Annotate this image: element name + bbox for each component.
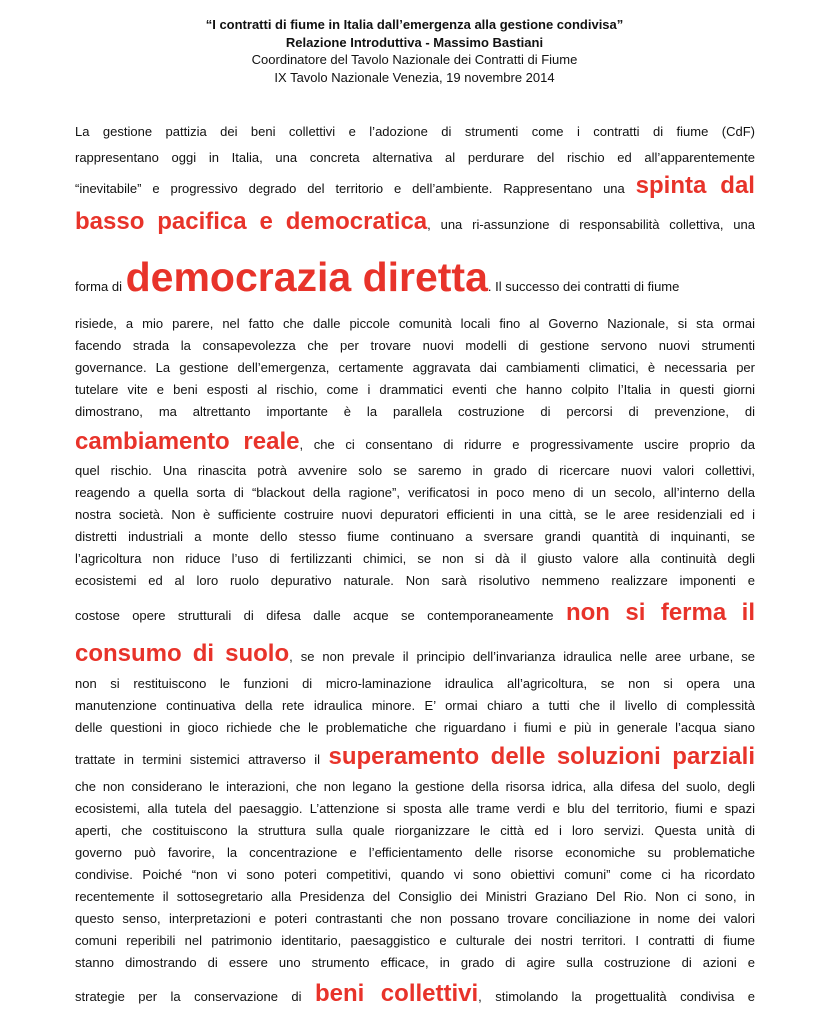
body-line: “inevitabile” e progressivo degrado del territorio e dell’ambiente. Rappresentano una spinta dal bbox=[75, 172, 755, 199]
body-line: consumo di suolo, se non prevale il principio dell’invarianza idraulica nelle aree urbane, se bbox=[75, 640, 755, 667]
body-line: cambiamento reale, che ci consentano di ridurre e progressivamente uscire proprio da bbox=[75, 428, 755, 455]
highlight-phrase: spinta dal bbox=[635, 172, 755, 199]
body-line: ecosistemi ed al loro ruolo depurativo naturale. Non sarà risolutivo nemmeno realizzare imponenti e bbox=[75, 573, 755, 588]
highlight-phrase: consumo di suolo bbox=[75, 640, 290, 667]
body-line: condivise. Poiché “non vi sono poteri competitivi, quando vi sono obiettivi comuni” come ci ha ricordato bbox=[75, 867, 755, 882]
document-title: “I contratti di fiume in Italia dall’emergenza alla gestione condivisa” bbox=[205, 17, 624, 32]
body-line: dimostrano, ma altrettanto importante è la parallela costruzione di percorsi di prevenzione, di bbox=[75, 404, 755, 419]
body-line: basso pacifica e democratica, una ri-assunzione di responsabilità collettiva, una bbox=[75, 208, 755, 235]
body-line: ecosistemi, alla tutela del paesaggio. L’attenzione si sposta alle trame verdi e blu del territorio, fiumi e spazi bbox=[75, 801, 755, 816]
body-line: governance. La gestione dell’emergenza, certamente aggravata dai cambiamenti climatici, è necessaria per bbox=[75, 360, 755, 375]
body-line: trattate in termini sistemici attraverso il superamento delle soluzioni parziali bbox=[75, 743, 755, 770]
body-line: nostra società. Non è sufficiente costruire nuovi depuratori efficienti in una città, se le aree residenziali ed i bbox=[75, 507, 755, 522]
body-line: l’agricoltura non riduce l’uso di fertilizzanti chimici, se non si dà il giusto valore alla continuità degli bbox=[75, 551, 755, 566]
body-line: rappresentano oggi in Italia, una concreta alternativa al perdurare del rischio ed all’apparentemente bbox=[75, 150, 755, 165]
highlight-phrase: superamento delle soluzioni parziali bbox=[328, 743, 755, 770]
document-subtitle: Relazione Introduttiva - Massimo Bastiani bbox=[285, 34, 544, 50]
body-line: non si restituiscono le funzioni di micro-laminazione idraulica all’agricoltura, se non si opera una bbox=[75, 676, 755, 691]
body-line: aperti, che costituiscono la struttura sulla quale riorganizzare le città ed i loro servizi. Questa unità di bbox=[75, 823, 755, 838]
body-line: che non considerano le interazioni, che non legano la gestione della risorsa idrica, alla difesa del suolo, degli bbox=[75, 779, 755, 794]
event-info: IX Tavolo Nazionale Venezia, 19 novembre 2014 bbox=[274, 69, 555, 85]
body-line: delle questioni in gioco richiede che le problematiche che riguardano i fiumi e più in generale l’acqua siano bbox=[75, 720, 755, 735]
highlight-phrase: basso pacifica e democratica bbox=[75, 208, 428, 235]
highlight-phrase: beni collettivi bbox=[314, 980, 479, 1007]
body-line: quel rischio. Una rinascita potrà avvenire solo se saremo in grado di ricercare nuovi valori collettivi, bbox=[75, 463, 755, 478]
body-line: distretti industriali a monte dello stesso fiume continuano a sversare grandi quantità di inquinanti, se bbox=[75, 529, 755, 544]
body-line: stanno dimostrando di essere uno strumento efficace, in grado di agire sulla costruzione di azioni e bbox=[75, 955, 755, 970]
body-line: reagendo a quella sorta di “blackout della ragione”, verificatosi in poco meno di un secolo, all’interno della bbox=[75, 485, 755, 500]
body-line: risiede, a mio parere, nel fatto che dalle piccole comunità locali fino al Governo Nazionale, si sta ormai bbox=[75, 316, 755, 331]
body-line: strategie per la conservazione di beni collettivi, stimolando la progettualità condivisa e bbox=[75, 980, 755, 1007]
document-header bbox=[60, 16, 769, 86]
body-line: facendo strada la consapevolezza che per trovare nuovi modelli di gestione servono nuovi strumenti bbox=[75, 338, 755, 353]
highlight-phrase: non si ferma il bbox=[565, 599, 755, 626]
body-line: costose opere strutturali di difesa dalle acque se contemporaneamente non si ferma il bbox=[75, 599, 755, 626]
author-role: Coordinatore del Tavolo Nazionale dei Contratti di Fiume bbox=[251, 52, 578, 67]
body-line: forma di democrazia diretta. Il successo dei contratti di fiume bbox=[75, 254, 680, 300]
highlight-phrase: cambiamento reale bbox=[75, 428, 300, 455]
body-line: governo può favorire, la concentrazione e l’efficientamento delle risorse economiche su problematiche bbox=[75, 845, 755, 860]
body-line: recentemente il sottosegretario alla Presidenza del Consiglio dei Ministri Graziano Del Rio. Non ci sono, in bbox=[75, 889, 755, 904]
highlight-phrase-large: democrazia diretta bbox=[125, 254, 488, 300]
body-line: comuni reperibili nel patrimonio identitario, paesaggistico e culturale dei nostri territori. I contratti di fiume bbox=[75, 933, 755, 948]
body-line: tutelare vite e beni esposti al rischio, come i drammatici eventi che hanno colpito l’Italia in questi giorni bbox=[75, 382, 755, 397]
body-line: La gestione pattizia dei beni collettivi e l’adozione di strumenti come i contratti di fiume (CdF) bbox=[75, 124, 755, 139]
body-line: questo senso, interpretazioni e poteri contrastanti che non possano trovare conciliazione in nome dei valori bbox=[75, 911, 755, 926]
body-line: manutenzione continuativa della rete idraulica minore. E’ ormai chiaro a tutti che il livello di complessità bbox=[75, 698, 755, 713]
